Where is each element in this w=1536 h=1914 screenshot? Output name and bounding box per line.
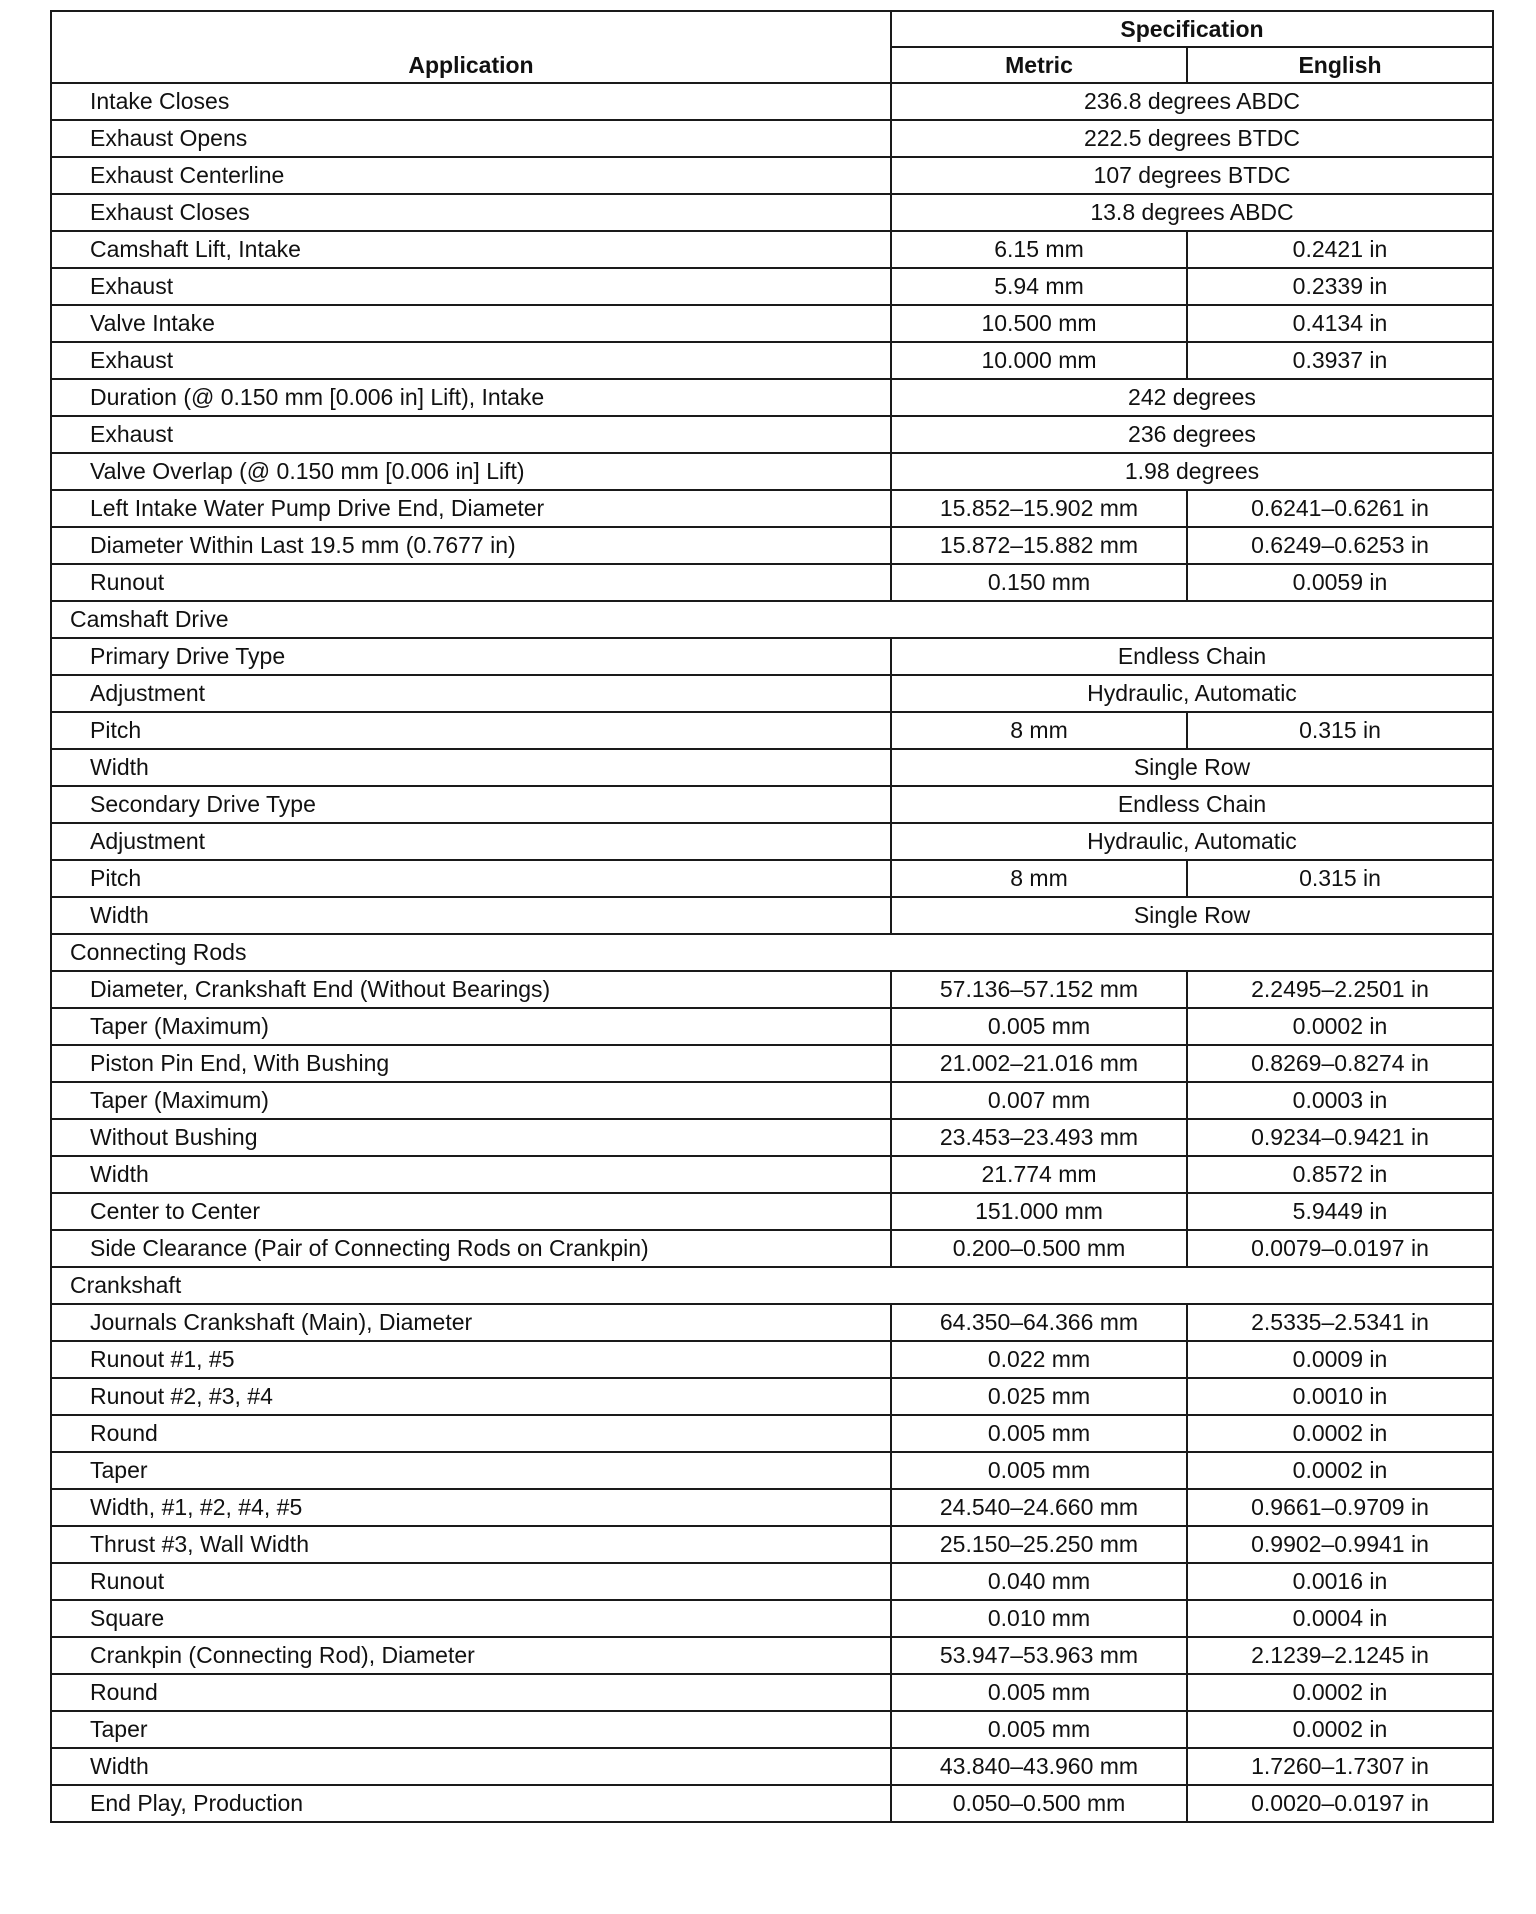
- application-cell: Width: [51, 1748, 891, 1785]
- metric-cell: 23.453–23.493 mm: [891, 1119, 1187, 1156]
- application-cell: Crankpin (Connecting Rod), Diameter: [51, 1637, 891, 1674]
- application-cell: End Play, Production: [51, 1785, 891, 1822]
- application-cell: Side Clearance (Pair of Connecting Rods on Crankpin): [51, 1230, 891, 1267]
- application-cell: Primary Drive Type: [51, 638, 891, 675]
- section-title: Camshaft Drive: [51, 601, 891, 638]
- application-cell: Width, #1, #2, #4, #5: [51, 1489, 891, 1526]
- specification-cell: Endless Chain: [891, 786, 1493, 823]
- application-cell: Duration (@ 0.150 mm [0.006 in] Lift), Intake: [51, 379, 891, 416]
- application-cell: Pitch: [51, 860, 891, 897]
- application-cell: Diameter, Crankshaft End (Without Bearings): [51, 971, 891, 1008]
- table-row: [51, 786, 1493, 823]
- application-cell: Diameter Within Last 19.5 mm (0.7677 in): [51, 527, 891, 564]
- application-cell: Exhaust Centerline: [51, 157, 891, 194]
- english-cell: 0.0003 in: [1187, 1082, 1493, 1119]
- table-row: [51, 305, 1493, 342]
- application-cell: Exhaust: [51, 416, 891, 453]
- specification-cell: Hydraulic, Automatic: [891, 675, 1493, 712]
- english-cell: 0.3937 in: [1187, 342, 1493, 379]
- english-cell: 0.0009 in: [1187, 1341, 1493, 1378]
- application-cell: Runout: [51, 564, 891, 601]
- metric-cell: 0.050–0.500 mm: [891, 1785, 1187, 1822]
- english-cell: 0.0079–0.0197 in: [1187, 1230, 1493, 1267]
- application-cell: Taper: [51, 1711, 891, 1748]
- metric-cell: 10.000 mm: [891, 342, 1187, 379]
- english-cell: 0.6241–0.6261 in: [1187, 490, 1493, 527]
- table-row: [51, 1230, 1493, 1267]
- english-cell: 0.6249–0.6253 in: [1187, 527, 1493, 564]
- english-cell: 0.0002 in: [1187, 1711, 1493, 1748]
- english-cell: 2.1239–2.1245 in: [1187, 1637, 1493, 1674]
- metric-cell: 0.040 mm: [891, 1563, 1187, 1600]
- specification-table: [50, 10, 1494, 1823]
- table-row: [51, 1119, 1493, 1156]
- application-cell: Runout: [51, 1563, 891, 1600]
- application-cell: Piston Pin End, With Bushing: [51, 1045, 891, 1082]
- metric-cell: 21.002–21.016 mm: [891, 1045, 1187, 1082]
- english-cell: 0.0059 in: [1187, 564, 1493, 601]
- table-row: [51, 1193, 1493, 1230]
- table-row: [51, 638, 1493, 675]
- specification-column-header: Specification: [891, 11, 1493, 47]
- table-row: [51, 1415, 1493, 1452]
- english-cell: 0.0004 in: [1187, 1600, 1493, 1637]
- application-cell: Valve Overlap (@ 0.150 mm [0.006 in] Lift): [51, 453, 891, 490]
- metric-cell: 0.025 mm: [891, 1378, 1187, 1415]
- table-row: [51, 1082, 1493, 1119]
- application-cell: Width: [51, 897, 891, 934]
- header-row-top: [51, 11, 1493, 47]
- metric-cell: 0.200–0.500 mm: [891, 1230, 1187, 1267]
- english-cell: 5.9449 in: [1187, 1193, 1493, 1230]
- english-column-header: English: [1187, 47, 1493, 83]
- section-blank-cell: [891, 1267, 1493, 1304]
- table-row: [51, 342, 1493, 379]
- english-cell: 0.2421 in: [1187, 231, 1493, 268]
- metric-cell: 57.136–57.152 mm: [891, 971, 1187, 1008]
- table-row: [51, 268, 1493, 305]
- metric-cell: 64.350–64.366 mm: [891, 1304, 1187, 1341]
- section-row: [51, 1267, 1493, 1304]
- application-cell: Adjustment: [51, 823, 891, 860]
- table-row: [51, 1637, 1493, 1674]
- table-row: [51, 971, 1493, 1008]
- metric-cell: 0.005 mm: [891, 1674, 1187, 1711]
- table-row: [51, 1711, 1493, 1748]
- metric-cell: 0.150 mm: [891, 564, 1187, 601]
- table-row: [51, 860, 1493, 897]
- application-cell: Exhaust: [51, 342, 891, 379]
- application-cell: Journals Crankshaft (Main), Diameter: [51, 1304, 891, 1341]
- metric-cell: 0.007 mm: [891, 1082, 1187, 1119]
- application-cell: Taper (Maximum): [51, 1008, 891, 1045]
- specification-cell: 242 degrees: [891, 379, 1493, 416]
- specification-cell: 236.8 degrees ABDC: [891, 83, 1493, 120]
- table-row: [51, 564, 1493, 601]
- table-row: [51, 897, 1493, 934]
- table-row: [51, 1785, 1493, 1822]
- english-cell: 0.0002 in: [1187, 1415, 1493, 1452]
- section-row: [51, 934, 1493, 971]
- table-row: [51, 1452, 1493, 1489]
- table-row: [51, 823, 1493, 860]
- metric-cell: 5.94 mm: [891, 268, 1187, 305]
- application-cell: Left Intake Water Pump Drive End, Diameter: [51, 490, 891, 527]
- table-row: [51, 194, 1493, 231]
- table-row: [51, 1489, 1493, 1526]
- table-row: [51, 1156, 1493, 1193]
- application-cell: Exhaust: [51, 268, 891, 305]
- english-cell: 0.0020–0.0197 in: [1187, 1785, 1493, 1822]
- specification-cell: 13.8 degrees ABDC: [891, 194, 1493, 231]
- specification-cell: Endless Chain: [891, 638, 1493, 675]
- table-row: [51, 1341, 1493, 1378]
- application-cell: Width: [51, 1156, 891, 1193]
- table-row: [51, 1045, 1493, 1082]
- table-row: [51, 416, 1493, 453]
- metric-cell: 24.540–24.660 mm: [891, 1489, 1187, 1526]
- table-row: [51, 231, 1493, 268]
- english-cell: 0.9661–0.9709 in: [1187, 1489, 1493, 1526]
- specification-cell: 1.98 degrees: [891, 453, 1493, 490]
- english-cell: 0.0016 in: [1187, 1563, 1493, 1600]
- metric-cell: 43.840–43.960 mm: [891, 1748, 1187, 1785]
- table-row: [51, 675, 1493, 712]
- english-cell: 0.315 in: [1187, 712, 1493, 749]
- application-cell: Taper: [51, 1452, 891, 1489]
- table-row: [51, 527, 1493, 564]
- application-cell: Secondary Drive Type: [51, 786, 891, 823]
- english-cell: 0.9234–0.9421 in: [1187, 1119, 1493, 1156]
- metric-cell: 25.150–25.250 mm: [891, 1526, 1187, 1563]
- table-row: [51, 453, 1493, 490]
- metric-cell: 10.500 mm: [891, 305, 1187, 342]
- application-cell: Round: [51, 1674, 891, 1711]
- specification-cell: Single Row: [891, 897, 1493, 934]
- english-cell: 0.0010 in: [1187, 1378, 1493, 1415]
- application-cell: Pitch: [51, 712, 891, 749]
- english-cell: 0.8269–0.8274 in: [1187, 1045, 1493, 1082]
- table-row: [51, 120, 1493, 157]
- specification-cell: 222.5 degrees BTDC: [891, 120, 1493, 157]
- table-row: [51, 157, 1493, 194]
- metric-cell: 21.774 mm: [891, 1156, 1187, 1193]
- metric-cell: 15.872–15.882 mm: [891, 527, 1187, 564]
- application-cell: Intake Closes: [51, 83, 891, 120]
- english-cell: 0.315 in: [1187, 860, 1493, 897]
- table-row: [51, 1304, 1493, 1341]
- application-cell: Round: [51, 1415, 891, 1452]
- section-title: Connecting Rods: [51, 934, 891, 971]
- table-row: [51, 83, 1493, 120]
- application-cell: Camshaft Lift, Intake: [51, 231, 891, 268]
- table-row: [51, 1378, 1493, 1415]
- metric-cell: 6.15 mm: [891, 231, 1187, 268]
- english-cell: 2.5335–2.5341 in: [1187, 1304, 1493, 1341]
- metric-cell: 0.005 mm: [891, 1008, 1187, 1045]
- application-cell: Exhaust Closes: [51, 194, 891, 231]
- application-column-header: Application: [51, 11, 891, 83]
- metric-cell: 8 mm: [891, 860, 1187, 897]
- english-cell: 0.0002 in: [1187, 1674, 1493, 1711]
- section-blank-cell: [891, 934, 1493, 971]
- application-cell: Thrust #3, Wall Width: [51, 1526, 891, 1563]
- application-cell: Square: [51, 1600, 891, 1637]
- english-cell: 1.7260–1.7307 in: [1187, 1748, 1493, 1785]
- application-cell: Runout #1, #5: [51, 1341, 891, 1378]
- metric-cell: 0.005 mm: [891, 1711, 1187, 1748]
- application-cell: Taper (Maximum): [51, 1082, 891, 1119]
- metric-cell: 15.852–15.902 mm: [891, 490, 1187, 527]
- table-row: [51, 1526, 1493, 1563]
- metric-cell: 0.022 mm: [891, 1341, 1187, 1378]
- table-row: [51, 1600, 1493, 1637]
- english-cell: 2.2495–2.2501 in: [1187, 971, 1493, 1008]
- application-cell: Adjustment: [51, 675, 891, 712]
- specification-cell: 236 degrees: [891, 416, 1493, 453]
- table-row: [51, 712, 1493, 749]
- specification-cell: Single Row: [891, 749, 1493, 786]
- metric-cell: 53.947–53.963 mm: [891, 1637, 1187, 1674]
- section-blank-cell: [891, 601, 1493, 638]
- application-cell: Center to Center: [51, 1193, 891, 1230]
- table-row: [51, 1563, 1493, 1600]
- english-cell: 0.9902–0.9941 in: [1187, 1526, 1493, 1563]
- table-row: [51, 1008, 1493, 1045]
- metric-cell: 0.005 mm: [891, 1415, 1187, 1452]
- english-cell: 0.2339 in: [1187, 268, 1493, 305]
- metric-column-header: Metric: [891, 47, 1187, 83]
- table-row: [51, 1674, 1493, 1711]
- table-row: [51, 490, 1493, 527]
- section-title: Crankshaft: [51, 1267, 891, 1304]
- application-cell: Exhaust Opens: [51, 120, 891, 157]
- table-row: [51, 749, 1493, 786]
- table-row: [51, 379, 1493, 416]
- specification-cell: 107 degrees BTDC: [891, 157, 1493, 194]
- metric-cell: 8 mm: [891, 712, 1187, 749]
- application-cell: Without Bushing: [51, 1119, 891, 1156]
- table-row: [51, 1748, 1493, 1785]
- english-cell: 0.8572 in: [1187, 1156, 1493, 1193]
- application-cell: Width: [51, 749, 891, 786]
- specification-cell: Hydraulic, Automatic: [891, 823, 1493, 860]
- metric-cell: 0.005 mm: [891, 1452, 1187, 1489]
- metric-cell: 151.000 mm: [891, 1193, 1187, 1230]
- application-cell: Valve Intake: [51, 305, 891, 342]
- metric-cell: 0.010 mm: [891, 1600, 1187, 1637]
- english-cell: 0.4134 in: [1187, 305, 1493, 342]
- table-body: [51, 83, 1493, 1822]
- application-cell: Runout #2, #3, #4: [51, 1378, 891, 1415]
- section-row: [51, 601, 1493, 638]
- table-header: [51, 11, 1493, 83]
- english-cell: 0.0002 in: [1187, 1452, 1493, 1489]
- english-cell: 0.0002 in: [1187, 1008, 1493, 1045]
